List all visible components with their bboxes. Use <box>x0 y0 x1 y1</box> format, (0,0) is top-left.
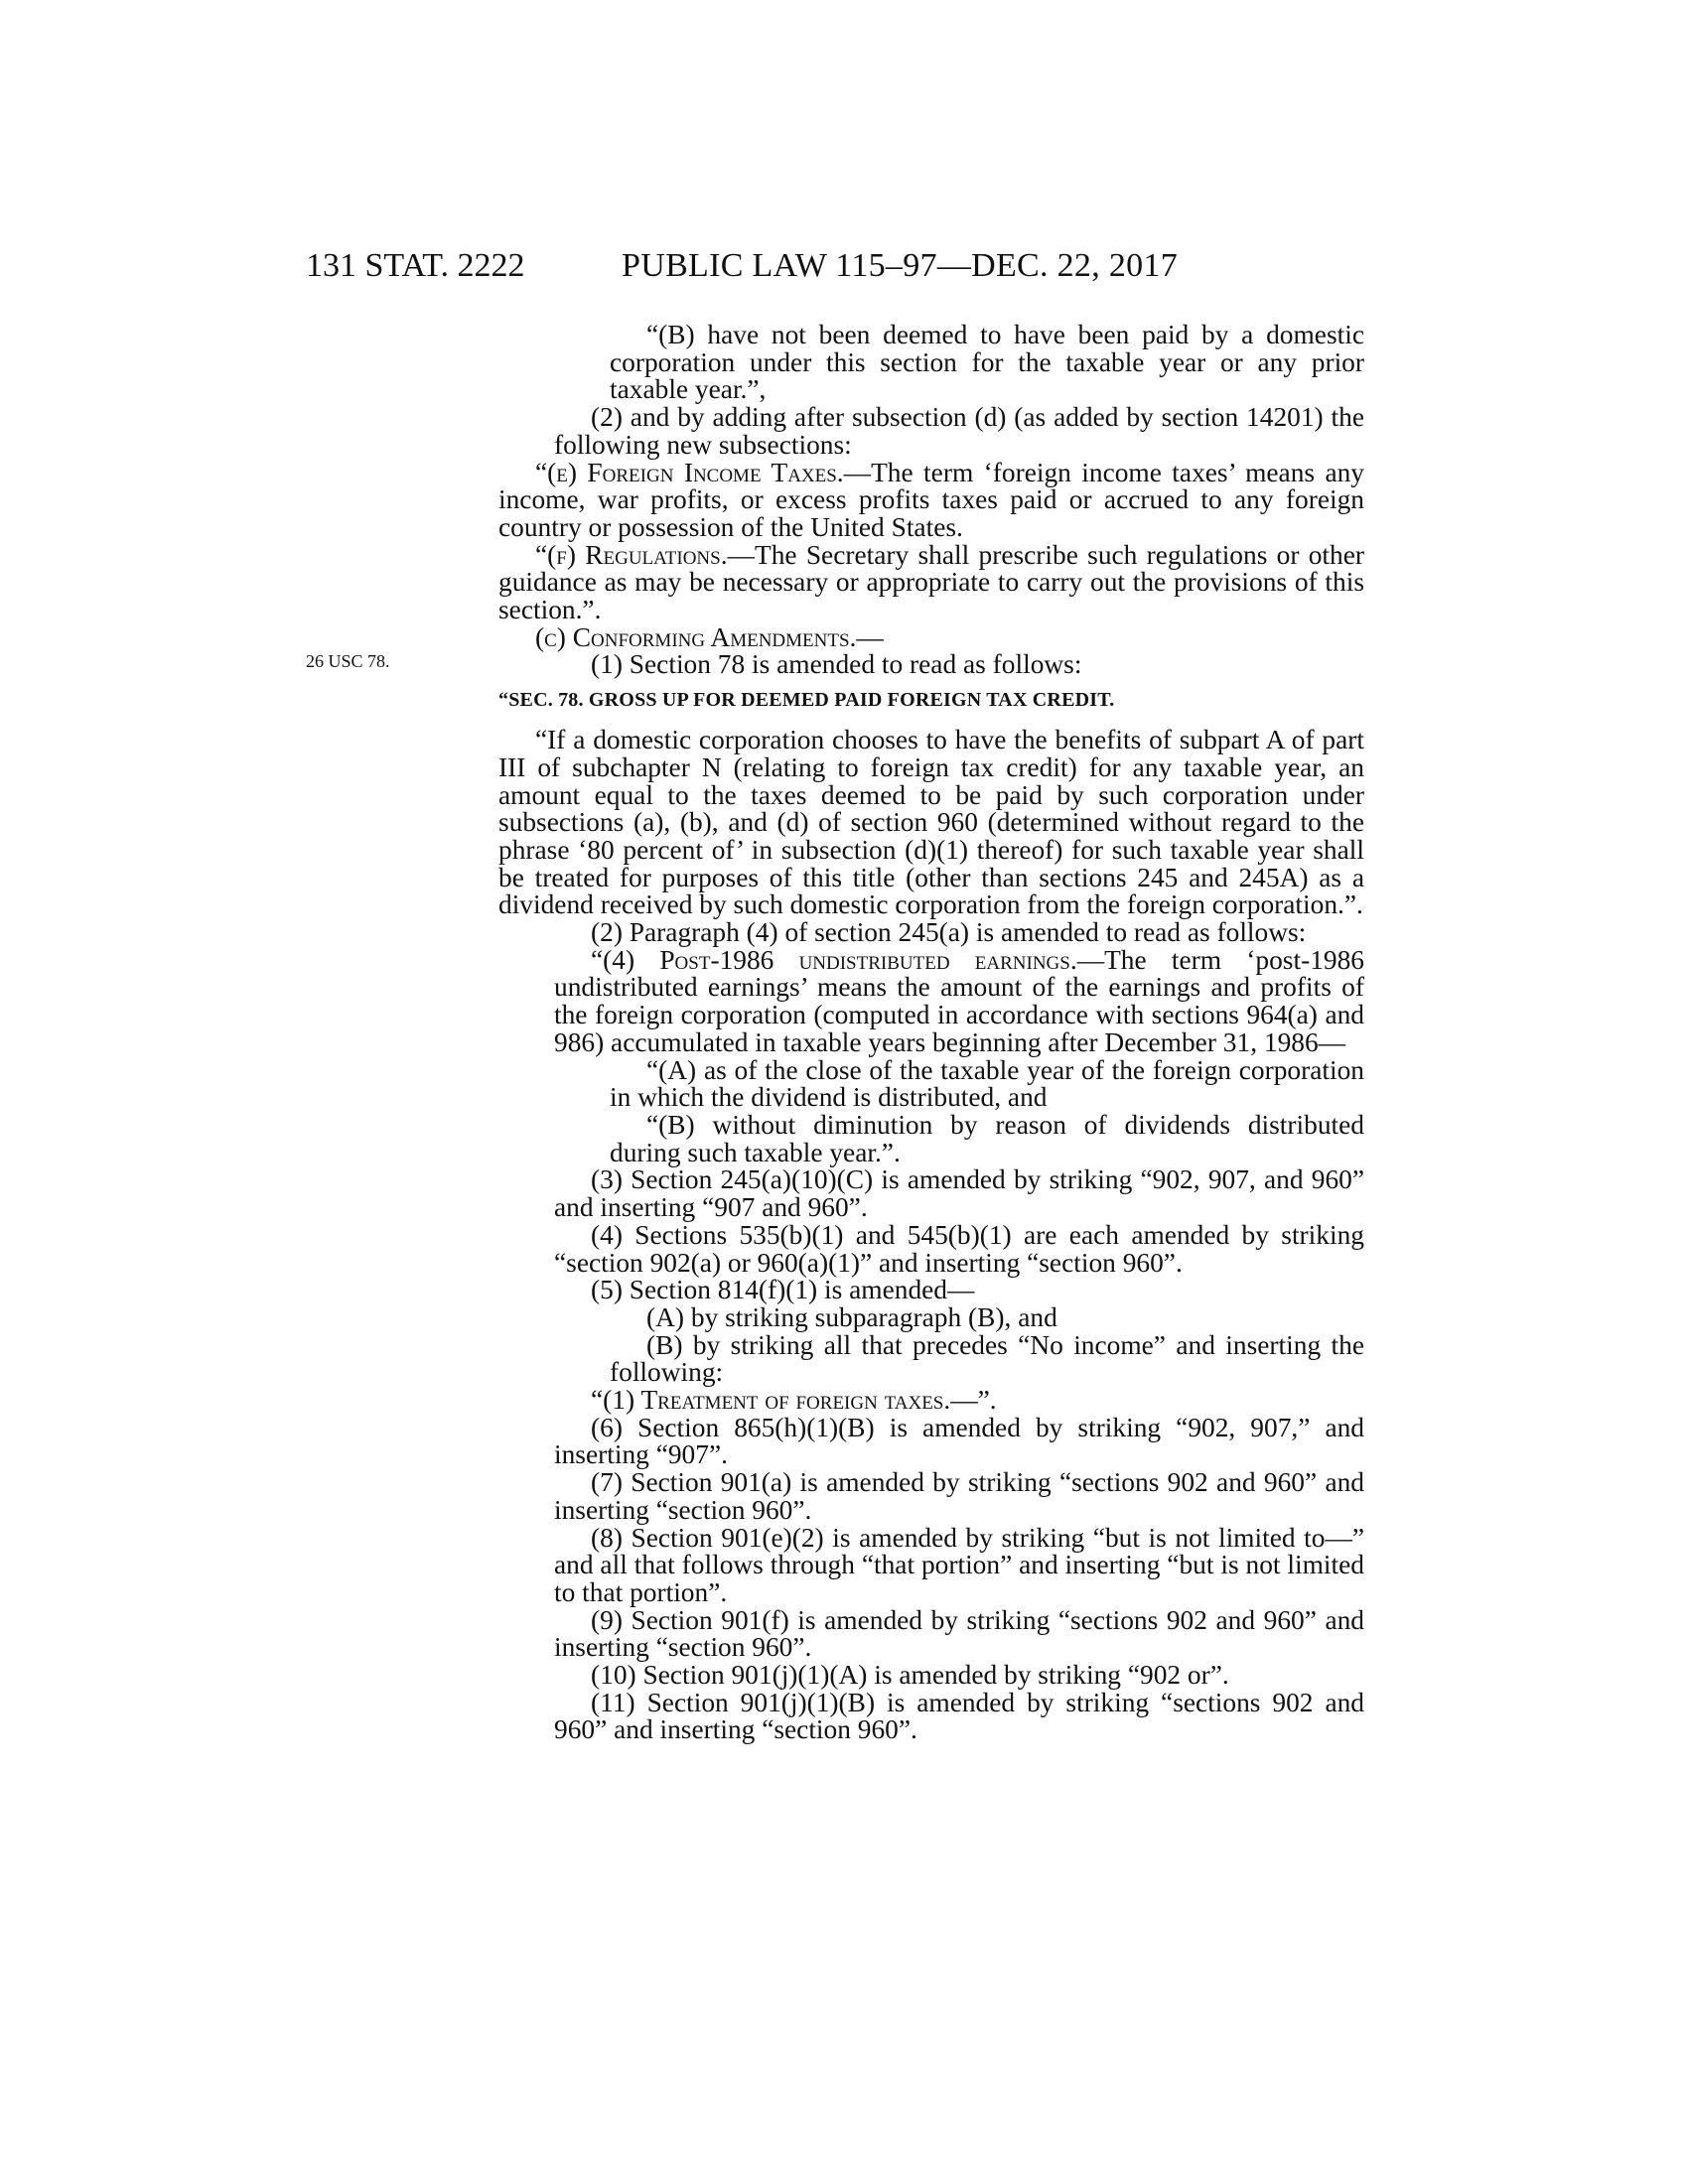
paragraph: (2) and by adding after subsection (d) (as added by section 14201) the following new subsections: <box>554 402 1364 460</box>
subsection-heading: “(e) Foreign Income Taxes. <box>535 457 844 487</box>
paragraph: (c) Conforming Amendments.— <box>535 621 884 652</box>
paragraph: (6) Section 865(h)(1)(B) is amended by striking “902, 907,” and inserting “907”. <box>554 1412 1364 1470</box>
paragraph: (A) by striking subparagraph (B), and <box>646 1301 1057 1332</box>
paragraph: (8) Section 901(e)(2) is amended by striking “but is not limited to—” and all that follows through “that portion” and inserting “but is not limited to that portion”. <box>554 1522 1364 1607</box>
page-title: PUBLIC LAW 115–97—DEC. 22, 2017 <box>622 247 1179 284</box>
paragraph: (4) Sections 535(b)(1) and 545(b)(1) are each amended by striking “section 902(a) or 960(a)(1)” and inserting “section 960”. <box>554 1219 1364 1278</box>
paragraph: (1) Section 78 is amended to read as follows: <box>591 649 1082 680</box>
section-heading: “SEC. 78. GROSS UP FOR DEEMED PAID FOREIGN TAX CREDIT. <box>498 689 1115 712</box>
paragraph: “(A) as of the close of the taxable year of the foreign corporation in which the dividend is distributed, and <box>610 1054 1364 1113</box>
paragraph: (10) Section 901(j)(1)(A) is amended by striking “902 or”. <box>591 1660 1229 1691</box>
paragraph: (B) by striking all that precedes “No income” and inserting the following: <box>610 1329 1364 1388</box>
paragraph: (2) Paragraph (4) of section 245(a) is amended to read as follows: <box>591 917 1307 948</box>
subsection-heading: “(4) Post-1986 undistributed earnings. <box>591 944 1077 975</box>
paragraph: (9) Section 901(f) is amended by striking “sections 902 and 960” and inserting “section 960”. <box>554 1604 1364 1663</box>
paragraph: “(1) Treatment of foreign taxes.—”. <box>591 1385 997 1416</box>
paragraph-text: —The term ‘foreign income taxes’ means any income, war profits, or excess profits taxes paid or accrued to any foreign country or possession of the United States. <box>498 457 1364 542</box>
paragraph-text: —The term ‘post-1986 undistributed earnings’ means the amount of the earnings and profits of the foreign corporation (computed in accordance with sections 964(a) and 986) accumulated in taxable years beginning after December 31, 1986— <box>554 944 1364 1057</box>
paragraph: (11) Section 901(j)(1)(B) is amended by striking “sections 902 and 960” and inserting “section 960”. <box>554 1687 1364 1745</box>
subsection-heading: “(f) Regulations. <box>535 539 728 570</box>
stat-citation: 131 STAT. 2222 <box>306 247 525 284</box>
paragraph <box>498 944 1364 1057</box>
paragraph: “(B) have not been deemed to have been paid by a domestic corporation under this section for the taxable year or any prior taxable year.”, <box>610 320 1364 405</box>
paragraph: (5) Section 814(f)(1) is amended— <box>591 1275 975 1305</box>
paragraph <box>498 457 1364 542</box>
paragraph: (3) Section 245(a)(10)(C) is amended by striking “902, 907, and 960” and inserting “907 and 960”. <box>554 1164 1364 1223</box>
paragraph: “(B) without diminution by reason of dividends distributed during such taxable year.”. <box>610 1109 1364 1167</box>
paragraph <box>498 539 1364 625</box>
paragraph: (7) Section 901(a) is amended by striking “sections 902 and 960” and inserting “section 960”. <box>554 1467 1364 1525</box>
document-body <box>498 322 1364 1744</box>
paragraph: “If a domestic corporation chooses to have the benefits of subpart A of part III of subchapter N (relating to foreign tax credit) for any taxable year, an amount equal to the taxes deemed to be paid by such corporation under subsections (a), (b), and (d) of section 960 (determined without regard to the phrase ‘80 percent of’ in subsection (d)(1) thereof) for such taxable year shall be treated for purposes of this title (other than sections 245 and 245A) as a dividend received by such domestic corporation from the foreign corporation.”. <box>498 725 1364 920</box>
paragraph-text: —The Secretary shall prescribe such regulations or other guidance as may be necessary or appropriate to carry out the provisions of this section.”. <box>498 539 1364 625</box>
margin-note: 26 USC 78. <box>306 651 390 671</box>
